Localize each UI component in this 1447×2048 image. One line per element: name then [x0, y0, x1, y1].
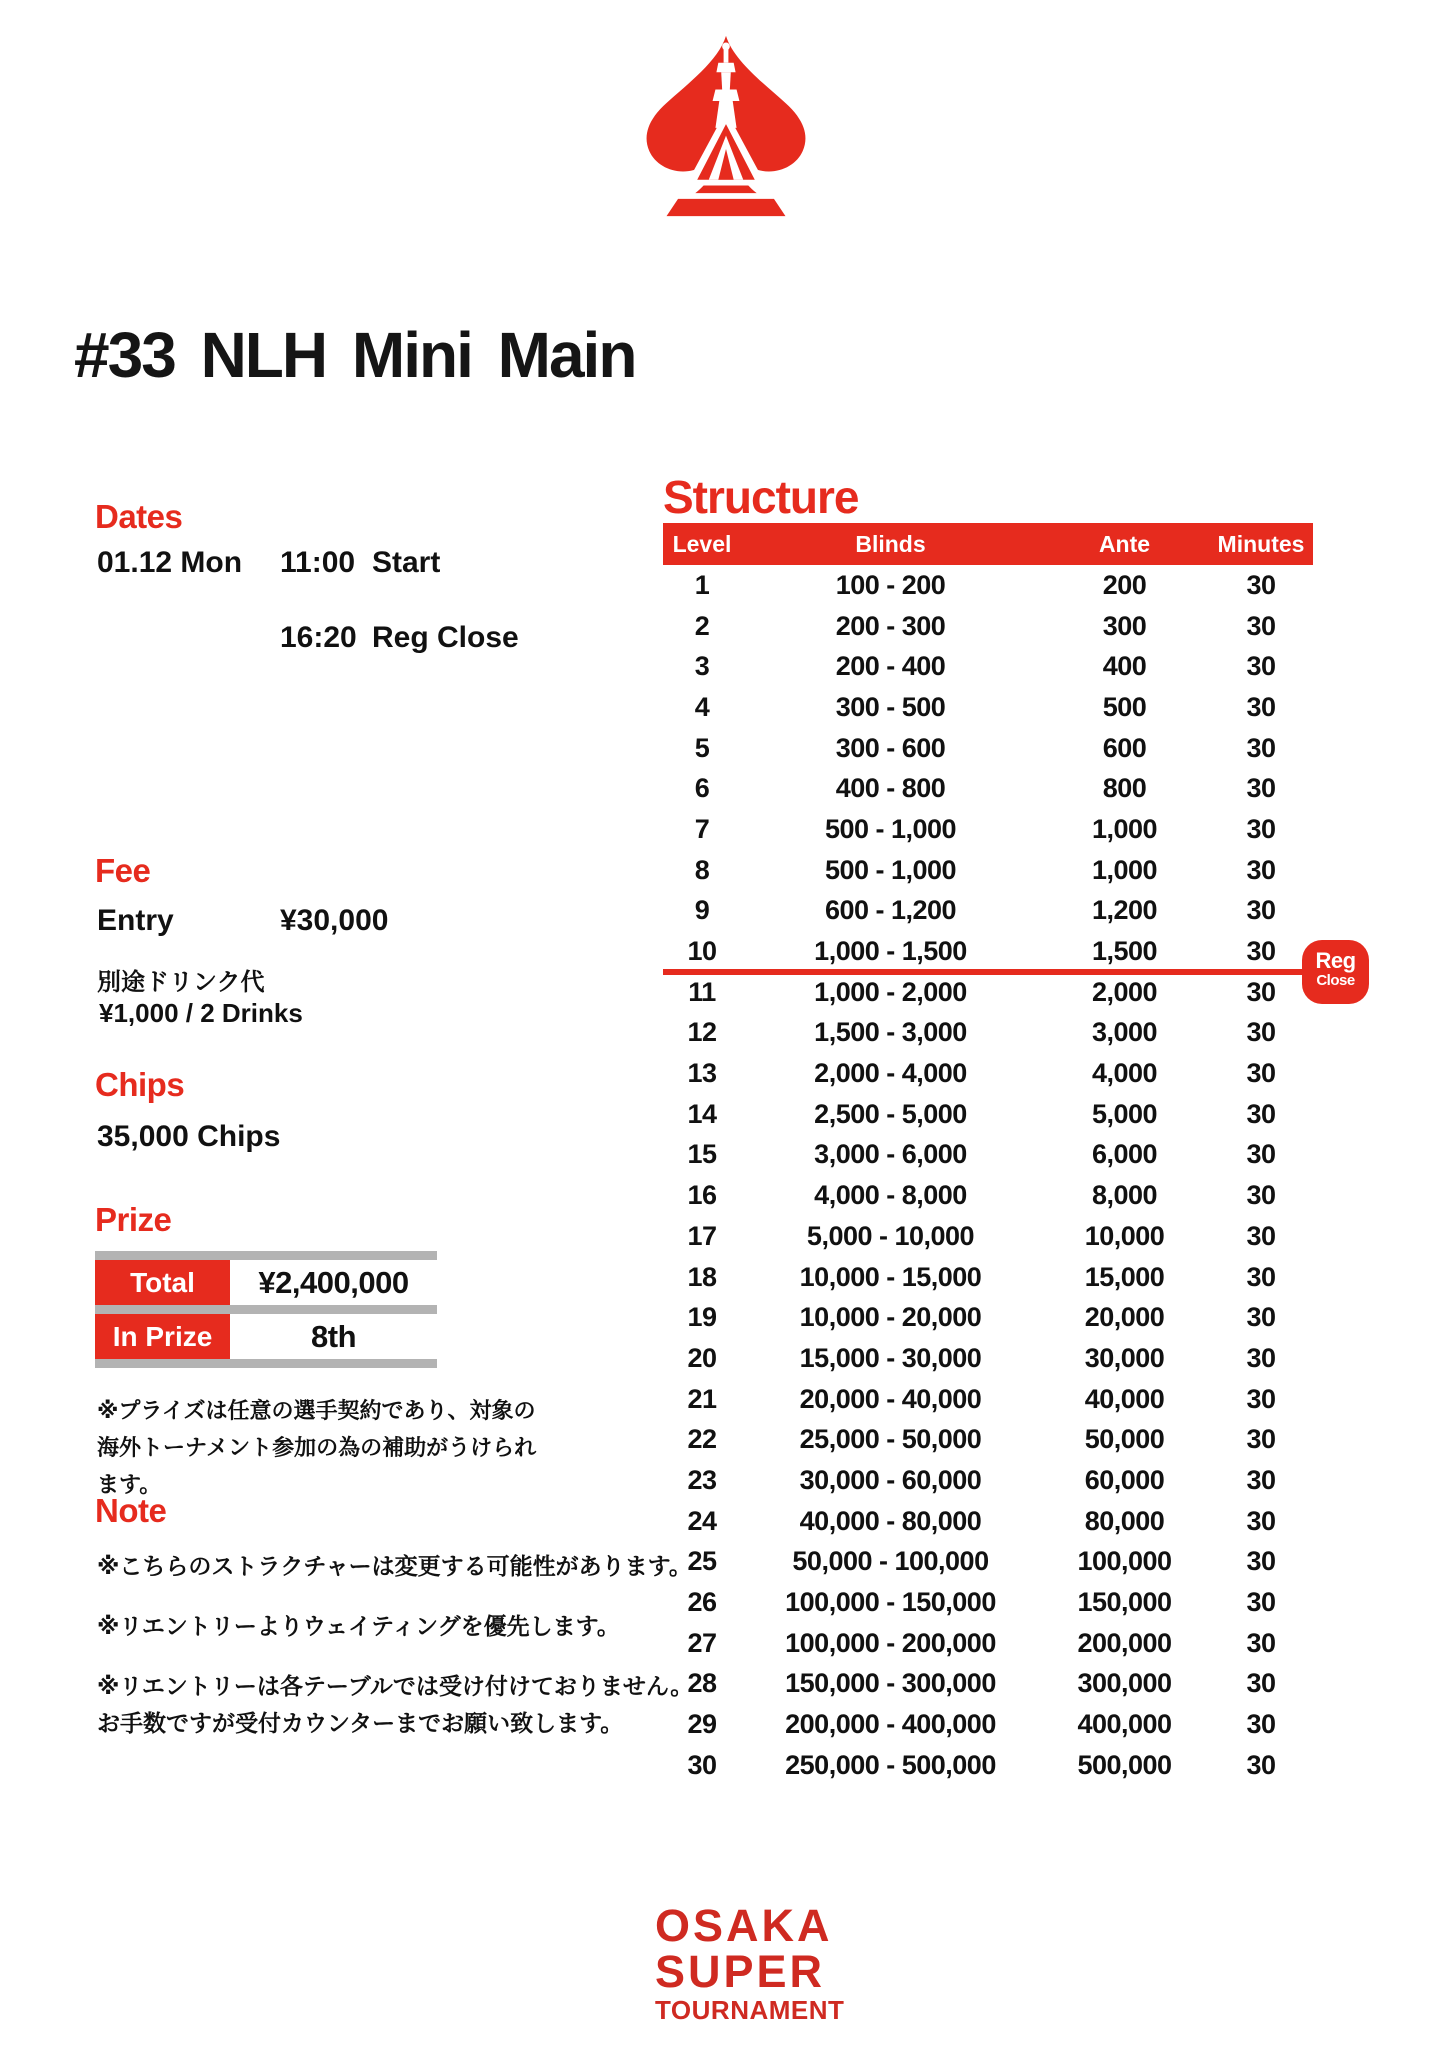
- structure-cell-level: 10: [687, 936, 717, 967]
- structure-cell-minutes: 30: [1246, 1627, 1276, 1658]
- structure-cell-blinds: 400 - 800: [835, 773, 946, 804]
- structure-cell-ante: 5,000: [1091, 1098, 1158, 1129]
- structure-row: [663, 891, 1313, 932]
- structure-cell-ante: 2,000: [1091, 976, 1158, 1007]
- structure-cell-minutes: 30: [1246, 1424, 1276, 1455]
- structure-cell-blinds: 600 - 1,200: [824, 895, 957, 926]
- structure-cell-minutes: 30: [1246, 732, 1276, 763]
- structure-cell-minutes: 30: [1246, 691, 1276, 722]
- structure-cell-level: 4: [694, 691, 710, 722]
- structure-cell-level: 26: [687, 1587, 717, 1618]
- prize-divider: [95, 1305, 437, 1314]
- structure-cell-ante: 600: [1102, 732, 1147, 763]
- structure-cell-minutes: 30: [1246, 610, 1276, 641]
- structure-cell-minutes: 30: [1246, 1342, 1276, 1373]
- structure-cell-minutes: 30: [1246, 1098, 1276, 1129]
- prize-row-inprize: [95, 1314, 437, 1359]
- structure-cell-blinds: 200 - 300: [835, 610, 946, 641]
- dates-heading: Dates: [95, 498, 183, 535]
- structure-cell-blinds: 1,000 - 1,500: [814, 936, 967, 967]
- structure-cell-blinds: 25,000 - 50,000: [799, 1424, 982, 1455]
- structure-cell-blinds: 100,000 - 150,000: [785, 1587, 996, 1618]
- structure-row: [663, 606, 1313, 647]
- structure-cell-minutes: 30: [1246, 1302, 1276, 1333]
- structure-cell-blinds: 10,000 - 20,000: [799, 1302, 982, 1333]
- structure-cell-blinds: 100,000 - 200,000: [785, 1627, 996, 1658]
- fee-entry-row: [97, 904, 388, 938]
- structure-row: [663, 1704, 1313, 1745]
- structure-cell-blinds: 30,000 - 60,000: [799, 1464, 982, 1495]
- structure-cell-minutes: 30: [1246, 1546, 1276, 1577]
- structure-cell-blinds: 500 - 1,000: [824, 854, 957, 885]
- structure-cell-blinds: 1,000 - 2,000: [814, 976, 967, 1007]
- chips-heading: Chips: [95, 1066, 185, 1103]
- start-label: Start: [372, 546, 441, 579]
- structure-cell-blinds: 10,000 - 15,000: [799, 1261, 982, 1292]
- structure-cell-level: 11: [688, 976, 716, 1007]
- structure-cell-minutes: 30: [1246, 651, 1276, 682]
- structure-cell-blinds: 2,500 - 5,000: [814, 1098, 967, 1129]
- structure-cell-blinds: 150,000 - 300,000: [785, 1668, 996, 1699]
- structure-row: [663, 1745, 1313, 1786]
- structure-cell-minutes: 30: [1246, 1749, 1276, 1780]
- dates-row-regclose: [97, 621, 519, 655]
- prize-table: [95, 1251, 437, 1368]
- structure-cell-blinds: 300 - 600: [835, 732, 946, 763]
- structure-cell-ante: 200,000: [1077, 1627, 1172, 1658]
- structure-cell-level: 21: [687, 1383, 717, 1414]
- column-blinds: Blinds: [855, 530, 926, 557]
- structure-cell-blinds: 1,500 - 3,000: [814, 1017, 967, 1048]
- structure-cell-ante: 3,000: [1091, 1017, 1158, 1048]
- structure-row: [663, 1297, 1313, 1338]
- structure-cell-level: 25: [687, 1546, 717, 1577]
- structure-cell-ante: 10,000: [1084, 1220, 1165, 1251]
- structure-cell-minutes: 30: [1246, 1017, 1276, 1048]
- structure-cell-level: 7: [694, 813, 710, 844]
- structure-cell-ante: 400,000: [1077, 1709, 1172, 1740]
- structure-cell-blinds: 50,000 - 100,000: [792, 1546, 989, 1577]
- reg-close-badge-line1: Reg: [1315, 947, 1356, 973]
- column-level: Level: [672, 530, 732, 557]
- structure-cell-minutes: 30: [1246, 854, 1276, 885]
- structure-cell-level: 13: [687, 1058, 717, 1089]
- structure-cell-minutes: 30: [1246, 895, 1276, 926]
- structure-cell-minutes: 30: [1246, 1668, 1276, 1699]
- structure-cell-ante: 50,000: [1084, 1424, 1165, 1455]
- structure-row: [663, 1460, 1313, 1501]
- structure-cell-minutes: 30: [1246, 1180, 1276, 1211]
- structure-cell-ante: 100,000: [1077, 1546, 1172, 1577]
- drink-note-line1: 別途ドリンク代: [97, 969, 265, 996]
- structure-cell-ante: 8,000: [1091, 1180, 1158, 1211]
- structure-cell-ante: 300,000: [1077, 1668, 1172, 1699]
- structure-cell-level: 23: [687, 1464, 717, 1495]
- note-item-1: ※こちらのストラクチャーは変更する可能性があります。: [97, 1553, 692, 1579]
- structure-cell-ante: 15,000: [1084, 1261, 1165, 1292]
- structure-cell-ante: 1,000: [1091, 854, 1158, 885]
- structure-row: [663, 1419, 1313, 1460]
- osaka-super-tournament-logo: [655, 1900, 845, 2025]
- structure-row: [663, 972, 1313, 1013]
- footer-logo-line3: TOURNAMENT: [655, 1995, 845, 2025]
- structure-cell-ante: 4,000: [1091, 1058, 1158, 1089]
- structure-row: [663, 1623, 1313, 1664]
- structure-row: [663, 809, 1313, 850]
- structure-row: [663, 1094, 1313, 1135]
- note-item-2: ※リエントリーよりウェイティングを優先します。: [97, 1613, 620, 1639]
- note-item-3-line1: ※リエントリーは各テーブルでは受け付けておりません。: [97, 1673, 694, 1699]
- prize-heading: Prize: [95, 1201, 172, 1238]
- footer-logo-line1: OSAKA: [655, 1900, 833, 1951]
- structure-cell-level: 17: [687, 1220, 717, 1251]
- structure-row: [663, 931, 1356, 989]
- structure-cell-minutes: 30: [1246, 976, 1276, 1007]
- structure-cell-blinds: 100 - 200: [835, 569, 946, 600]
- structure-cell-blinds: 2,000 - 4,000: [814, 1058, 967, 1089]
- structure-cell-minutes: 30: [1246, 1058, 1276, 1089]
- note-item-3-line2: お手数ですが受付カウンターまでお願い致します。: [97, 1710, 624, 1736]
- structure-cell-minutes: 30: [1246, 1587, 1276, 1618]
- structure-cell-level: 1: [694, 569, 710, 600]
- structure-cell-blinds: 500 - 1,000: [824, 813, 957, 844]
- structure-row: [663, 728, 1313, 769]
- structure-row: [663, 687, 1313, 728]
- structure-cell-ante: 400: [1102, 651, 1147, 682]
- prize-total-label: Total: [95, 1260, 230, 1305]
- drink-note-line2: ¥1,000 / 2 Drinks: [99, 998, 303, 1028]
- entry-label: Entry: [97, 904, 174, 937]
- structure-cell-minutes: 30: [1246, 813, 1276, 844]
- structure-cell-minutes: 30: [1246, 936, 1276, 967]
- structure-cell-level: 24: [687, 1505, 717, 1536]
- prize-note: [97, 1392, 536, 1503]
- structure-cell-blinds: 250,000 - 500,000: [785, 1749, 996, 1780]
- structure-cell-minutes: 30: [1246, 569, 1276, 600]
- footer-logo-line2: SUPER: [655, 1946, 826, 1997]
- prize-row-total: [95, 1260, 437, 1305]
- column-minutes: Minutes: [1217, 530, 1305, 557]
- structure-cell-level: 5: [694, 732, 710, 763]
- structure-cell-blinds: 3,000 - 6,000: [814, 1139, 967, 1170]
- structure-table-header: [663, 523, 1313, 565]
- structure-cell-ante: 1,000: [1091, 813, 1158, 844]
- structure-row: [663, 1582, 1313, 1623]
- fee-heading: Fee: [95, 852, 151, 889]
- spade-tower-logo-icon: [630, 32, 822, 220]
- prize-divider: [95, 1359, 437, 1368]
- structure-row: [663, 1053, 1313, 1094]
- structure-cell-ante: 20,000: [1084, 1302, 1165, 1333]
- structure-cell-minutes: 30: [1246, 1139, 1276, 1170]
- structure-cell-blinds: 300 - 500: [835, 691, 946, 722]
- structure-cell-level: 12: [687, 1017, 717, 1048]
- chips-value: 35,000 Chips: [97, 1120, 281, 1153]
- structure-cell-level: 18: [687, 1261, 717, 1292]
- structure-cell-ante: 150,000: [1077, 1587, 1172, 1618]
- entry-value: ¥30,000: [280, 904, 389, 937]
- structure-cell-ante: 1,200: [1091, 895, 1158, 926]
- structure-cell-level: 27: [687, 1627, 717, 1658]
- event-date: 01.12 Mon: [97, 546, 243, 579]
- structure-cell-level: 30: [687, 1749, 717, 1780]
- regclose-time: 16:20: [280, 621, 357, 654]
- structure-cell-ante: 500,000: [1077, 1749, 1172, 1780]
- reg-close-badge-line2: Close: [1316, 971, 1355, 989]
- structure-row: [663, 1216, 1313, 1257]
- structure-cell-ante: 300: [1102, 610, 1147, 641]
- reg-close-badge: [1302, 940, 1369, 1004]
- prize-note-line: ます。: [97, 1472, 162, 1497]
- structure-cell-ante: 60,000: [1084, 1464, 1165, 1495]
- reg-close-line: [663, 969, 1327, 975]
- structure-cell-level: 6: [694, 773, 710, 804]
- event-title: #33 NLH Mini Main: [74, 319, 636, 391]
- structure-cell-ante: 30,000: [1084, 1342, 1165, 1373]
- structure-cell-minutes: 30: [1246, 1383, 1276, 1414]
- structure-cell-ante: 800: [1102, 773, 1147, 804]
- dates-row-start: [97, 546, 440, 580]
- structure-cell-ante: 80,000: [1084, 1505, 1165, 1536]
- structure-row: [663, 1542, 1313, 1583]
- prize-note-line: 海外トーナメント参加の為の補助がうけられ: [97, 1435, 537, 1460]
- structure-cell-level: 2: [694, 610, 710, 641]
- structure-cell-ante: 500: [1102, 691, 1147, 722]
- start-time: 11:00: [280, 546, 356, 579]
- note-item-3: [97, 1668, 693, 1742]
- structure-cell-ante: 6,000: [1091, 1139, 1158, 1170]
- structure-row: [663, 1338, 1313, 1379]
- structure-cell-blinds: 40,000 - 80,000: [799, 1505, 982, 1536]
- structure-cell-blinds: 20,000 - 40,000: [799, 1383, 982, 1414]
- structure-row: [663, 1257, 1313, 1298]
- structure-cell-minutes: 30: [1246, 1464, 1276, 1495]
- structure-row: [663, 1501, 1313, 1542]
- structure-cell-level: 15: [687, 1139, 717, 1170]
- structure-cell-level: 8: [694, 854, 710, 885]
- column-ante: Ante: [1098, 530, 1151, 557]
- structure-cell-level: 9: [694, 895, 710, 926]
- structure-cell-blinds: 200 - 400: [835, 651, 946, 682]
- structure-cell-ante: 40,000: [1084, 1383, 1165, 1414]
- regclose-label: Reg Close: [372, 621, 519, 654]
- prize-divider: [95, 1251, 437, 1260]
- structure-row: [663, 1664, 1313, 1705]
- structure-cell-level: 22: [687, 1424, 717, 1455]
- structure-cell-level: 16: [687, 1180, 717, 1211]
- structure-row: [663, 1013, 1313, 1054]
- structure-cell-minutes: 30: [1246, 1709, 1276, 1740]
- structure-cell-blinds: 200,000 - 400,000: [785, 1709, 996, 1740]
- structure-row: [663, 1175, 1313, 1216]
- structure-table: [663, 523, 1356, 1786]
- structure-cell-ante: 1,500: [1091, 936, 1158, 967]
- structure-row: [663, 565, 1313, 606]
- prize-total-value: ¥2,400,000: [258, 1264, 409, 1300]
- prize-inprize-label: In Prize: [95, 1314, 230, 1359]
- structure-row: [663, 646, 1313, 687]
- structure-cell-ante: 200: [1102, 569, 1147, 600]
- structure-cell-level: 28: [687, 1668, 717, 1699]
- structure-table-body: [663, 565, 1356, 1786]
- structure-cell-level: 29: [687, 1709, 717, 1740]
- note-heading: Note: [95, 1492, 167, 1529]
- structure-row: [663, 850, 1313, 891]
- structure-cell-level: 20: [687, 1342, 717, 1373]
- prize-inprize-value: 8th: [311, 1318, 356, 1354]
- structure-cell-minutes: 30: [1246, 1220, 1276, 1251]
- structure-cell-minutes: 30: [1246, 1505, 1276, 1536]
- structure-cell-level: 14: [687, 1098, 717, 1129]
- structure-cell-blinds: 4,000 - 8,000: [814, 1180, 967, 1211]
- structure-cell-blinds: 5,000 - 10,000: [806, 1220, 975, 1251]
- structure-row: [663, 1135, 1313, 1176]
- structure-cell-level: 3: [694, 651, 710, 682]
- structure-row: [663, 768, 1313, 809]
- structure-cell-blinds: 15,000 - 30,000: [799, 1342, 982, 1373]
- structure-cell-minutes: 30: [1246, 773, 1276, 804]
- structure-cell-minutes: 30: [1246, 1261, 1276, 1292]
- structure-cell-level: 19: [687, 1302, 717, 1333]
- structure-heading: Structure: [663, 471, 859, 523]
- structure-row: [663, 1379, 1313, 1420]
- prize-note-line: ※プライズは任意の選手契約であり、対象の: [97, 1398, 536, 1423]
